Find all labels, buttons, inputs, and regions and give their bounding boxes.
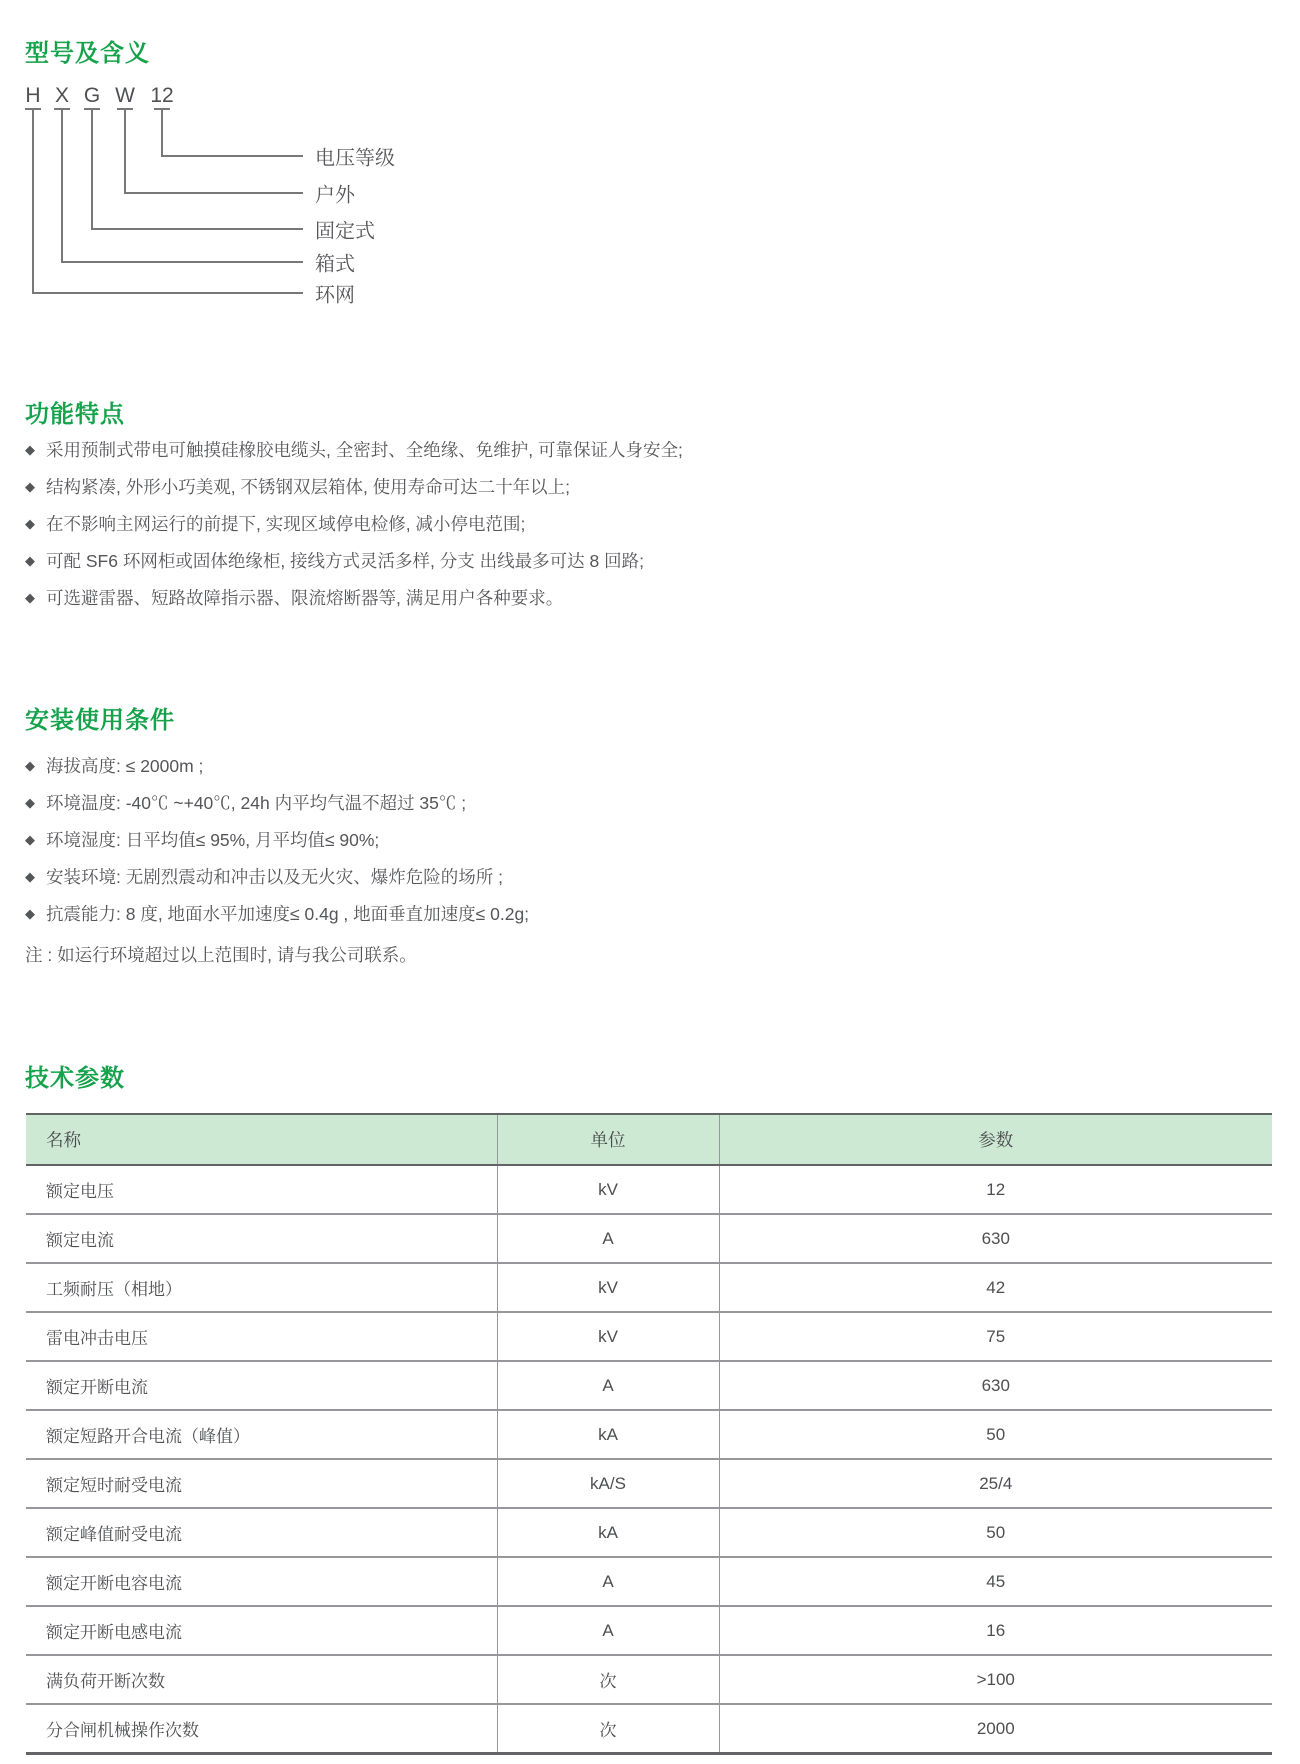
- list-item-text: 采用预制式带电可触摸硅橡胶电缆头, 全密封、全绝缘、免维护, 可靠保证人身安全;: [46, 440, 683, 460]
- list-item: [25, 579, 1275, 616]
- list-item-text: 在不影响主网运行的前提下, 实现区域停电检修, 减小停电范围;: [46, 514, 526, 534]
- model-letter: H: [25, 84, 41, 107]
- param-unit-cell: 次: [497, 1704, 719, 1754]
- branch-vertical-line: [32, 109, 34, 294]
- param-value-cell: 630: [719, 1214, 1272, 1263]
- param-unit-cell: kV: [497, 1165, 719, 1214]
- param-name-cell: 额定峰值耐受电流: [26, 1508, 497, 1557]
- table-header-row: [26, 1114, 1272, 1165]
- param-value-cell: 42: [719, 1263, 1272, 1312]
- branch-horizontal-line: [61, 261, 303, 263]
- model-meaning-label: 环网: [315, 284, 355, 307]
- model-designation-diagram: [0, 0, 1300, 330]
- model-meaning-label: 固定式: [315, 220, 375, 243]
- list-item: [25, 747, 1275, 784]
- model-letter: 12: [150, 84, 174, 107]
- param-name-cell: 额定开断电容电流: [26, 1557, 497, 1606]
- diamond-icon: ◆: [25, 869, 35, 884]
- param-value-cell: 25/4: [719, 1459, 1272, 1508]
- model-meaning-label: 户外: [315, 184, 355, 207]
- list-item-text: 可选避雷器、短路故障指示器、限流熔断器等, 满足用户各种要求。: [46, 588, 564, 608]
- conditions-list: [25, 747, 1275, 932]
- list-item-text: 环境温度: -40℃ ~+40℃, 24h 内平均气温不超过 35℃ ;: [46, 793, 467, 813]
- list-item: [25, 431, 1275, 468]
- param-unit-cell: kV: [497, 1312, 719, 1361]
- model-meaning-label: 电压等级: [315, 147, 395, 170]
- model-letter: W: [115, 84, 135, 107]
- diamond-icon: ◆: [25, 442, 35, 457]
- diamond-icon: ◆: [25, 479, 35, 494]
- table-row: [26, 1214, 1272, 1263]
- param-value-cell: 12: [719, 1165, 1272, 1214]
- table-row: [26, 1704, 1272, 1754]
- branch-vertical-line: [91, 109, 93, 230]
- branch-horizontal-line: [32, 292, 303, 294]
- conditions-note: 注 : 如运行环境超过以上范围时, 请与我公司联系。: [25, 945, 417, 965]
- param-name-cell: 额定开断电流: [26, 1361, 497, 1410]
- table-row: [26, 1263, 1272, 1312]
- diamond-icon: ◆: [25, 795, 35, 810]
- table-row: [26, 1508, 1272, 1557]
- param-value-cell: 50: [719, 1410, 1272, 1459]
- list-item: [25, 468, 1275, 505]
- header-row: [26, 1114, 1272, 1165]
- param-unit-cell: A: [497, 1214, 719, 1263]
- branch-horizontal-line: [161, 155, 303, 157]
- model-meaning-label: 箱式: [315, 253, 355, 276]
- param-value-cell: 630: [719, 1361, 1272, 1410]
- param-name-cell: 分合闸机械操作次数: [26, 1704, 497, 1754]
- list-item-text: 可配 SF6 环网柜或固体绝缘柜, 接线方式灵活多样, 分支 出线最多可达 8 回路;: [46, 551, 644, 571]
- branch-vertical-line: [161, 109, 163, 157]
- param-name-cell: 满负荷开断次数: [26, 1655, 497, 1704]
- col-header-value: 参数: [719, 1114, 1272, 1165]
- table-row: [26, 1459, 1272, 1508]
- param-name-cell: 工频耐压（相地）: [26, 1263, 497, 1312]
- list-item-text: 抗震能力: 8 度, 地面水平加速度≤ 0.4g , 地面垂直加速度≤ 0.2g;: [46, 904, 530, 924]
- section-title-model: 型号及含义: [25, 40, 150, 67]
- diamond-icon: ◆: [25, 590, 35, 605]
- col-header-unit: 单位: [497, 1114, 719, 1165]
- table-row: [26, 1361, 1272, 1410]
- branch-horizontal-line: [91, 228, 303, 230]
- technical-parameters-table: [26, 1113, 1272, 1755]
- diamond-icon: ◆: [25, 832, 35, 847]
- list-item: [25, 858, 1275, 895]
- param-value-cell: 45: [719, 1557, 1272, 1606]
- diamond-icon: ◆: [25, 516, 35, 531]
- list-item-text: 结构紧凑, 外形小巧美观, 不锈钢双层箱体, 使用寿命可达二十年以上;: [46, 477, 571, 497]
- table-row: [26, 1557, 1272, 1606]
- param-unit-cell: A: [497, 1361, 719, 1410]
- section-title-features: 功能特点: [25, 401, 125, 428]
- table-body: [26, 1165, 1272, 1754]
- col-header-name: 名称: [26, 1114, 497, 1165]
- param-value-cell: 50: [719, 1508, 1272, 1557]
- section-title-conditions: 安装使用条件: [25, 707, 175, 734]
- branch-vertical-line: [61, 109, 63, 263]
- param-unit-cell: A: [497, 1606, 719, 1655]
- param-name-cell: 额定电压: [26, 1165, 497, 1214]
- table-row: [26, 1606, 1272, 1655]
- table-row: [26, 1655, 1272, 1704]
- param-unit-cell: kA: [497, 1410, 719, 1459]
- section-title-params: 技术参数: [25, 1065, 125, 1092]
- param-name-cell: 雷电冲击电压: [26, 1312, 497, 1361]
- branch-vertical-line: [124, 109, 126, 194]
- param-value-cell: 16: [719, 1606, 1272, 1655]
- list-item-text: 安装环境: 无剧烈震动和冲击以及无火灾、爆炸危险的场所 ;: [46, 867, 503, 887]
- param-unit-cell: 次: [497, 1655, 719, 1704]
- list-item: [25, 784, 1275, 821]
- list-item-text: 环境湿度: 日平均值≤ 95%, 月平均值≤ 90%;: [46, 830, 380, 850]
- list-item: [25, 505, 1275, 542]
- param-value-cell: >100: [719, 1655, 1272, 1704]
- table-row: [26, 1165, 1272, 1214]
- param-name-cell: 额定电流: [26, 1214, 497, 1263]
- branch-horizontal-line: [124, 192, 303, 194]
- model-letter: G: [83, 84, 101, 107]
- param-name-cell: 额定开断电感电流: [26, 1606, 497, 1655]
- list-item: [25, 542, 1275, 579]
- param-name-cell: 额定短时耐受电流: [26, 1459, 497, 1508]
- param-value-cell: 75: [719, 1312, 1272, 1361]
- list-item-text: 海拔高度: ≤ 2000m ;: [46, 756, 204, 776]
- features-list: [25, 431, 1275, 616]
- param-unit-cell: kA/S: [497, 1459, 719, 1508]
- table-row: [26, 1312, 1272, 1361]
- list-item: [25, 821, 1275, 858]
- param-unit-cell: A: [497, 1557, 719, 1606]
- param-unit-cell: kV: [497, 1263, 719, 1312]
- param-unit-cell: kA: [497, 1508, 719, 1557]
- model-letter: X: [54, 84, 70, 107]
- param-value-cell: 2000: [719, 1704, 1272, 1754]
- diamond-icon: ◆: [25, 906, 35, 921]
- table-row: [26, 1410, 1272, 1459]
- list-item: [25, 895, 1275, 932]
- diamond-icon: ◆: [25, 553, 35, 568]
- diamond-icon: ◆: [25, 758, 35, 773]
- param-name-cell: 额定短路开合电流（峰值）: [26, 1410, 497, 1459]
